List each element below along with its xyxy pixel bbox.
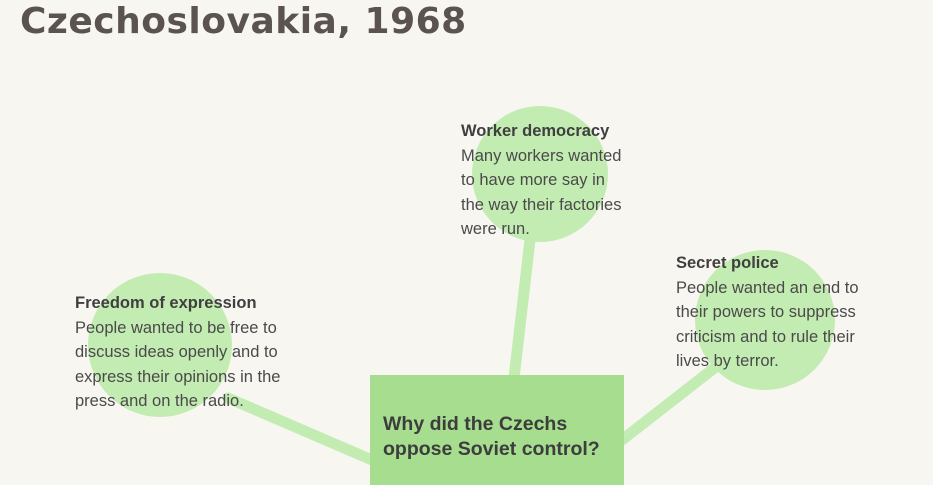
node-heading: Secret police bbox=[676, 254, 779, 272]
connector-worker bbox=[514, 240, 530, 378]
central-question-box bbox=[370, 375, 624, 485]
node-text: People wanted to be free to discuss ideas openly and to express their opinions in the press and on the radio. bbox=[75, 318, 281, 410]
node-text: People wanted an end to their powers to suppress criticism and to rule their lives by terror. bbox=[676, 278, 859, 370]
node-text: Many workers wanted to have more say in the way their factories were run. bbox=[461, 146, 622, 238]
node-freedom-of-expression bbox=[75, 291, 280, 414]
node-worker-democracy bbox=[461, 119, 622, 242]
central-question: Why did the Czechs oppose Soviet control? bbox=[383, 413, 600, 460]
connector-police bbox=[622, 362, 722, 440]
node-heading: Worker democracy bbox=[461, 122, 610, 140]
node-heading: Freedom of expression bbox=[75, 294, 257, 312]
diagram-title: Czechoslovakia, 1968 bbox=[20, 1, 467, 42]
node-secret-police bbox=[676, 251, 859, 374]
